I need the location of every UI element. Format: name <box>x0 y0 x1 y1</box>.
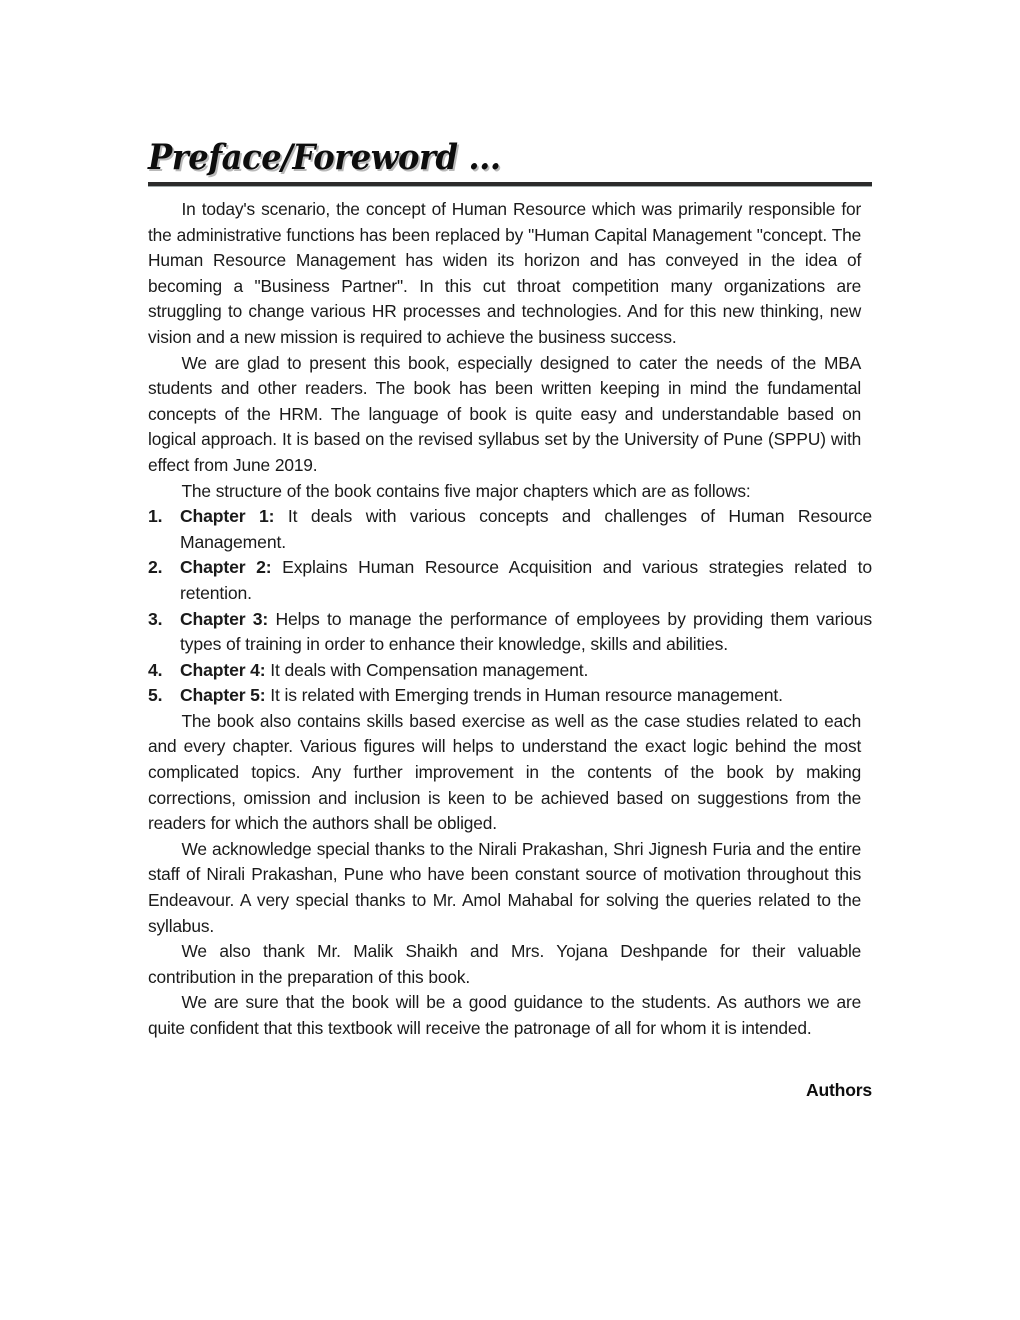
list-item-text: Helps to manage the performance of employees by providing them various types of training in order to enhance their knowledge, skills and abilities. <box>180 608 872 655</box>
list-item <box>148 555 872 606</box>
paragraph-intro-1: In today's scenario, the concept of Human Resource which was primarily responsible for the administrative functions has been replaced by "Human Capital Management "concept. The Human Resource Management has widen its horizon and has conveyed in the idea of becoming a "Business Partner". In this cut throat competition many organizations are struggling to change various HR processes and technologies. And for this new thinking, new vision and a new mission is required to achieve the business success. <box>148 199 862 347</box>
list-item-number: 1. <box>148 506 163 527</box>
list-item <box>148 607 872 658</box>
chapter-list <box>148 504 872 709</box>
list-item-label: Chapter 4: <box>180 659 266 680</box>
paragraph-acknowledgement: We acknowledge special thanks to the Nirali Prakashan, Shri Jignesh Furia and the entire staff of Nirali Prakashan, Pune who have been constant source of motivation throughout this Endeavour. A very special thanks to Mr. Amol Mahabal for solving the queries related to the syllabus. <box>148 838 862 936</box>
list-item <box>148 683 872 709</box>
list-item-text: It deals with various concepts and challenges of Human Resource Management. <box>180 506 872 552</box>
list-item-label: Chapter 1: <box>180 506 275 527</box>
page-content <box>148 138 872 1103</box>
preface-heading-block <box>148 138 872 187</box>
list-item-text: It deals with Compensation management. <box>265 659 589 680</box>
page-title: Preface/Foreword ... <box>148 137 501 178</box>
paragraph-thanks: We also thank Mr. Malik Shaikh and Mrs. Yojana Deshpande for their valuable contribution in the preparation of this book. <box>148 941 862 987</box>
authors-signature: Authors <box>805 1079 872 1100</box>
heading-divider-rule <box>148 182 872 187</box>
list-item-number: 2. <box>148 557 163 578</box>
paragraph-exercises: The book also contains skills based exercise as well as the case studies related to each and every chapter. Various figures will helps to understand the exact logic behind the most complicated topics. Any further improvement in the contents of the book by making corrections, omission and inclusion is keen to be achieved based on suggestions from the readers for which the authors shall be obliged. <box>148 710 862 834</box>
list-item-label: Chapter 2: <box>180 557 272 578</box>
list-item <box>148 504 872 555</box>
list-item-number: 3. <box>148 608 163 629</box>
paragraph-closing: We are sure that the book will be a good guidance to the students. As authors we are quite confident that this textbook will receive the patronage of all for whom it is intended. <box>148 992 862 1038</box>
paragraph-structure-lead-in: The structure of the book contains five major chapters which are as follows: <box>181 480 751 501</box>
list-item-number: 5. <box>148 685 163 706</box>
list-item <box>148 658 872 684</box>
list-item-label: Chapter 3: <box>180 608 269 629</box>
list-item-number: 4. <box>148 659 163 680</box>
list-item-text: It is related with Emerging trends in Human resource management. <box>265 685 783 706</box>
paragraph-intro-2: We are glad to present this book, especially designed to cater the needs of the MBA students and other readers. The book has been written keeping in mind the fundamental concepts of the HRM. The language of book is quite easy and understandable based on logical approach. It is based on the revised syllabus set by the University of Pune (SPPU) with effect from June 2019. <box>148 352 862 475</box>
list-item-text: Explains Human Resource Acquisition and various strategies related to retention. <box>180 557 872 603</box>
list-item-label: Chapter 5: <box>180 685 266 706</box>
